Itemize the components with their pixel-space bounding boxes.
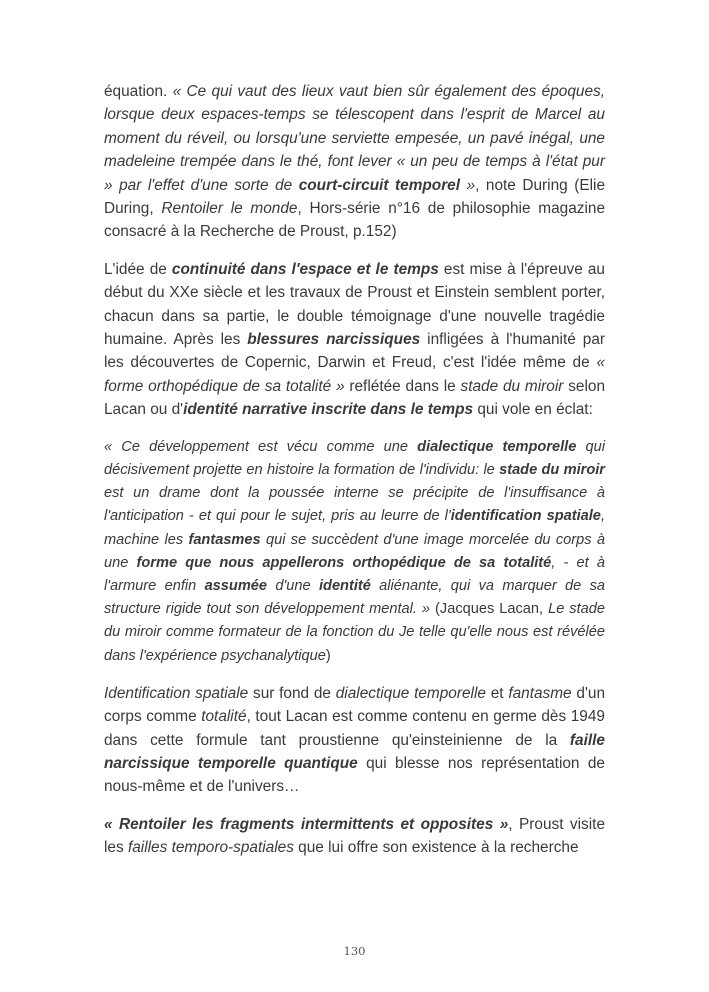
text-segment: « forme orthopédique de sa totalité » [104,354,605,395]
text-segment: failles temporo-spatiales [127,839,294,857]
text-segment: d'une [267,577,319,594]
paragraph-4 [104,682,605,799]
text-segment: qui vole en éclat: [473,401,593,419]
text-segment: sur fond de [248,684,336,702]
text-segment: reflétée dans le [344,377,461,395]
text-segment: infligées à l'humanité par les découvertes de Copernic, Darwin et Freud, c'est l'idée même de [104,331,605,372]
text-segment: , tout Lacan est comme contenu en germe dès 1949 dans cette formule tant proustienne qu'einsteinienne de la [104,708,605,749]
text-segment: « Ce qui vaut des lieux vaut bien sûr également des époques, lorsque deux espaces-temps se télescopent dans l'esprit de Marcel au moment du réveil, ou lorsqu'une serviette empesée, un pavé inégal, une madeleine trempée dans le thé, font lever « un peu de temps à l'état pur » par l'effet d'une sorte de [104,83,606,194]
text-segment: qui blesse nos représentation de nous-même et de l'univers… [104,754,605,796]
paragraph-2 [104,258,605,422]
text-segment: (Jacques Lacan, [430,601,549,618]
text-segment: que lui offre son existence à la recherche [293,839,579,857]
text-segment: faille narcissique temporelle quantique [104,731,605,772]
text-segment: dialectique temporelle [335,684,486,702]
text-segment: continuité dans l'espace et le temps [171,260,439,278]
text-segment: et [485,684,509,702]
text-segment: identification spatiale [450,508,601,525]
text-segment: forme que nous appellerons orthopédique de sa totalité [136,554,552,571]
text-segment: dialectique temporelle [417,438,577,455]
text-segment: » [460,176,476,194]
paragraph-5 [104,813,605,860]
text-segment: aliénante, qui va marquer de sa structure rigide tout son développement mental. » [104,577,605,618]
text-segment: , note During (Elie During, [104,176,606,218]
page-number: 130 [343,944,366,958]
text-segment: fantasme [508,684,572,702]
lacan-quote-paragraph [104,436,605,668]
text-segment: totalité [201,708,247,726]
text-segment: Rentoiler le monde [161,200,298,218]
text-segment: « Rentoiler les fragments intermittents et opposites » [104,815,509,833]
text-segment: d'un corps comme [104,684,606,726]
paragraph-1 [104,80,605,244]
text-segment: stade du miroir [499,461,605,478]
text-segment: stade du miroir [460,377,564,395]
text-segment: qui se succèdent d'une image morcelée du corps à une [104,531,605,571]
text-segment: assumée [204,577,268,594]
text-segment: , machine les [104,508,605,548]
text-segment: ) [325,647,331,664]
text-segment: , - et à l'armure enfin [104,554,605,594]
text-segment: identité narrative inscrite dans le temps [183,401,474,419]
text-segment: selon Lacan ou d' [104,377,605,419]
text-segment: L'idée de [104,260,172,278]
text-segment: blessures narcissiques [247,331,421,349]
text-segment: est un drame dont la poussée interne se précipite de l'insuffisance à l'anticipation - et qui pour le sujet, pris au leurre de l' [104,485,605,525]
text-segment: « Ce développement est vécu comme une [104,438,418,455]
text-segment: qui décisivement projette en histoire la formation de l'individu: le [104,438,605,478]
text-segment: identité [318,577,371,594]
text-segment: équation. [104,83,173,100]
text-segment: court-circuit temporel [298,176,461,194]
text-segment: Identification spatiale [104,684,249,702]
text-segment: , Hors-série n°16 de philosophie magazine consacré à la Recherche de Proust, p.152) [104,200,605,241]
page-body [104,80,605,874]
text-segment: est mise à l'épreuve au début du XXe siècle et les travaux de Proust et Einstein semblent porter, chacun dans sa partie, le double témoignage d'une nouvelle tragédie humaine. Après les [104,260,605,349]
text-segment: fantasmes [188,531,261,548]
text-segment: Le stade du miroir comme formateur de la fonction du Je telle qu'elle nous est révélée dans l'expérience psychanalytique [104,601,606,664]
text-segment: , Proust visite les [104,815,606,857]
